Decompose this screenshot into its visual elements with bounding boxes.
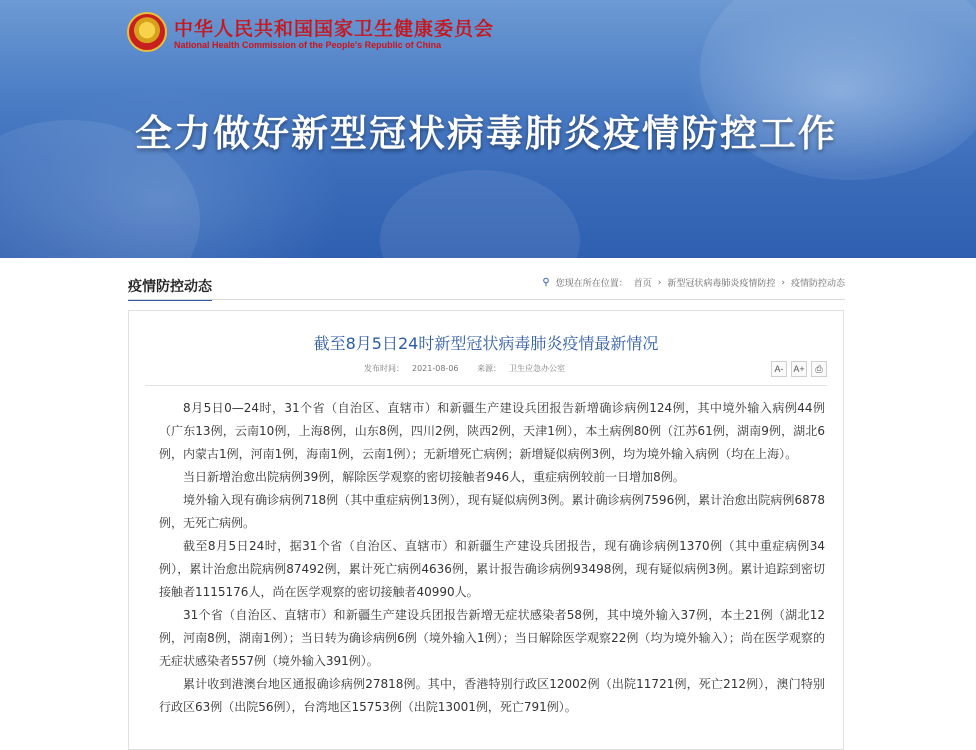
section-title[interactable]: 疫情防控动态 [128,276,212,301]
publish-date: 2021-08-06 [412,364,459,373]
location-pin-icon: ⚲ [542,277,550,288]
publish-label: 发布时间： [364,364,404,373]
national-emblem-icon[interactable]: ★ [127,12,167,52]
breadcrumb-separator: › [781,277,785,288]
breadcrumb-home[interactable]: 首页 [633,279,652,289]
org-name-en: National Health Commission of the People's Republic of China [174,40,442,50]
article-title: 截至8月5日24时新型冠状病毒肺炎疫情最新情况 [313,334,659,353]
article-paragraph: 截至8月5日24时，据31个省（自治区、直辖市）和新疆生产建设兵团报告，现有确诊病例1370例（其中重症病例34例），累计治愈出院病例87492例，累计死亡病例4636例，累计报告确诊病例93498例，现有疑似病例3例。累计追踪到密切接触者1115176人，尚在医学观察的密切接触者40990人。 [159,539,825,599]
breadcrumb-separator: › [657,277,662,288]
source-name: 卫生应急办公室 [509,364,566,373]
article-paragraph: 当日新增治愈出院病例39例，解除医学观察的密切接触者946人，重症病例较前一日增加8例。 [183,470,685,484]
article-tools [771,361,827,377]
article-paragraph: 31个省（自治区、直辖市）和新疆生产建设兵团报告新增无症状感染者58例，其中境外输入37例，本土21例（湖北12例，河南8例，湖南1例）；当日转为确诊病例6例（境外输入1例）；当日解除医学观察22例（均为境外输入）；尚在医学观察的无症状感染者557例（境外输入391例）。 [159,608,825,668]
article-paragraph: 境外输入现有确诊病例718例（其中重症病例13例），现有疑似病例3例。累计确诊病例7596例，累计治愈出院病例6878例，无死亡病例。 [159,493,825,530]
banner-decoration [380,170,580,258]
header-banner [0,0,976,258]
divider [128,299,845,300]
font-decrease-button[interactable]: A- [771,361,787,377]
breadcrumb-current[interactable]: 疫情防控动态 [790,279,845,289]
section-nav [0,258,976,306]
article-panel [128,310,844,750]
print-icon[interactable]: ⎙ [811,361,827,377]
source-label: 来源： [477,364,502,373]
divider [145,385,827,386]
article-paragraph: 累计收到港澳台地区通报确诊病例27818例。其中，香港特别行政区12002例（出院11721例，死亡212例），澳门特别行政区63例（出院56例），台湾地区15753例（出院13001例，死亡791例）。 [159,677,825,714]
org-name-cn[interactable]: 中华人民共和国国家卫生健康委员会 [174,18,495,40]
breadcrumb [542,276,845,289]
breadcrumb-prefix: 您现在所在位置： [555,279,628,289]
banner-slogan: 全力做好新型冠状病毒肺炎疫情防控工作 [135,112,837,155]
font-increase-button[interactable]: A+ [791,361,807,377]
article-paragraph: 8月5日0—24时，31个省（自治区、直辖市）和新疆生产建设兵团报告新增确诊病例124例，其中境外输入病例44例（广东13例，云南10例，上海8例，山东8例，四川2例，陕西2例，天津1例），本土病例80例（江苏61例，湖南9例，湖北6例，内蒙古1例，河南1例，海南1例，云南1例）；无新增死亡病例；新增疑似病例3例，均为境外输入病例（均在上海）。 [159,401,825,461]
article-body [159,397,825,719]
breadcrumb-epidemic-control[interactable]: 新型冠状病毒肺炎疫情防控 [667,279,776,289]
article-meta [364,363,581,374]
